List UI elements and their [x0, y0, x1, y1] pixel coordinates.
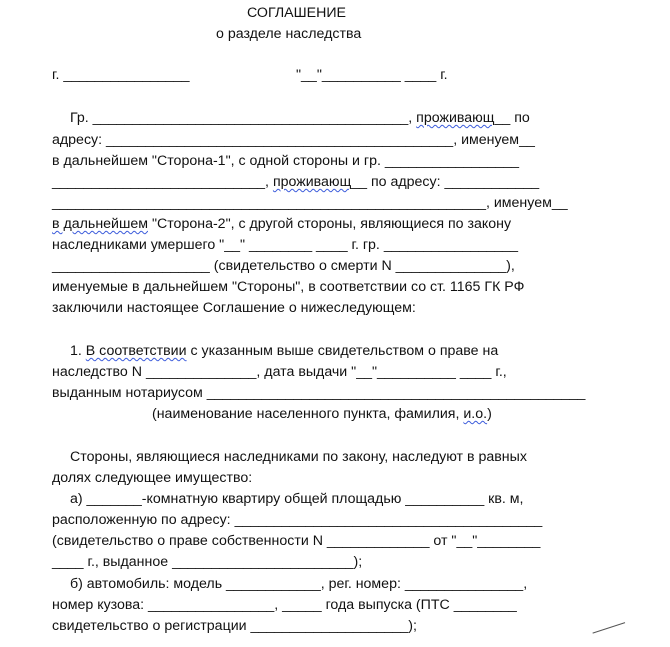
- spellcheck-phrase: В соответствии: [85, 343, 187, 359]
- text-line: номер кузова: ________________, _____ года выпуска (ПТС ________: [52, 597, 517, 613]
- document-subtitle: о разделе наследства: [216, 26, 362, 42]
- spellcheck-word: проживающ: [272, 174, 352, 190]
- text-line: долях следующее имущество:: [52, 470, 253, 486]
- text-line: _______________________________________________________, именуем__: [52, 195, 568, 211]
- text-line: расположенную по адресу: _______________________________________: [52, 512, 543, 528]
- text-line: в дальнейшем "Сторона-2", с другой стороны, являющиеся по закону: [52, 216, 512, 232]
- text-line: заключили настоящее Соглашение о нижеследующем:: [52, 300, 416, 316]
- place-field: г. ________________: [52, 67, 190, 83]
- text-line: б) автомобиль: модель ____________, рег. номер: _______________,: [70, 576, 528, 592]
- text-line: (свидетельство о праве собственности N _____________ от "__"________: [52, 533, 541, 549]
- text-line: Стороны, являющиеся наследниками по закону, наследуют в равных: [70, 449, 527, 465]
- text-line: а) _______-комнатную квартиру общей площадью __________ кв. м,: [70, 491, 524, 507]
- text-line: ____ г., выданное _______________________);: [52, 554, 363, 570]
- spellcheck-word: проживающ: [416, 110, 495, 126]
- text-line: именуемые в дальнейшем "Стороны", в соответствии со ст. 1165 ГК РФ: [52, 279, 525, 295]
- text-line: выданным нотариусом ________________________________________________: [52, 385, 586, 401]
- text-line: ____________________ (свидетельство о смерти N ______________),: [52, 258, 515, 274]
- text-line: свидетельство о регистрации ____________________);: [52, 618, 417, 634]
- text-line: (наименование населенного пункта, фамилия, и.о.): [152, 406, 492, 422]
- text-line: Гр. ________________________________________, проживающ__ по: [70, 110, 530, 126]
- spellcheck-word: и.о.: [463, 406, 488, 422]
- document-title: СОГЛАШЕНИЕ: [247, 5, 346, 21]
- text-line: наследство N ______________, дата выдачи "__"__________ ____ г.,: [52, 364, 507, 380]
- date-field: "__"__________ ____ г.: [296, 67, 448, 83]
- text-line: 1. В соответствии с указанным выше свидетельством о праве на: [70, 343, 499, 359]
- text-line: адресу: ____________________________________________, именуем__: [52, 132, 535, 148]
- text-line: наследниками умершего "__" ________ ____ г. гр. _________________: [52, 237, 518, 253]
- text-line: ___________________________, проживающ__ по адресу: ____________: [52, 174, 540, 190]
- page-curl-decoration: [593, 622, 630, 647]
- text-line: в дальнейшем "Сторона-1", с одной стороны и гр. _________________: [52, 153, 520, 169]
- spellcheck-phrase: в дальнейшем: [52, 216, 148, 232]
